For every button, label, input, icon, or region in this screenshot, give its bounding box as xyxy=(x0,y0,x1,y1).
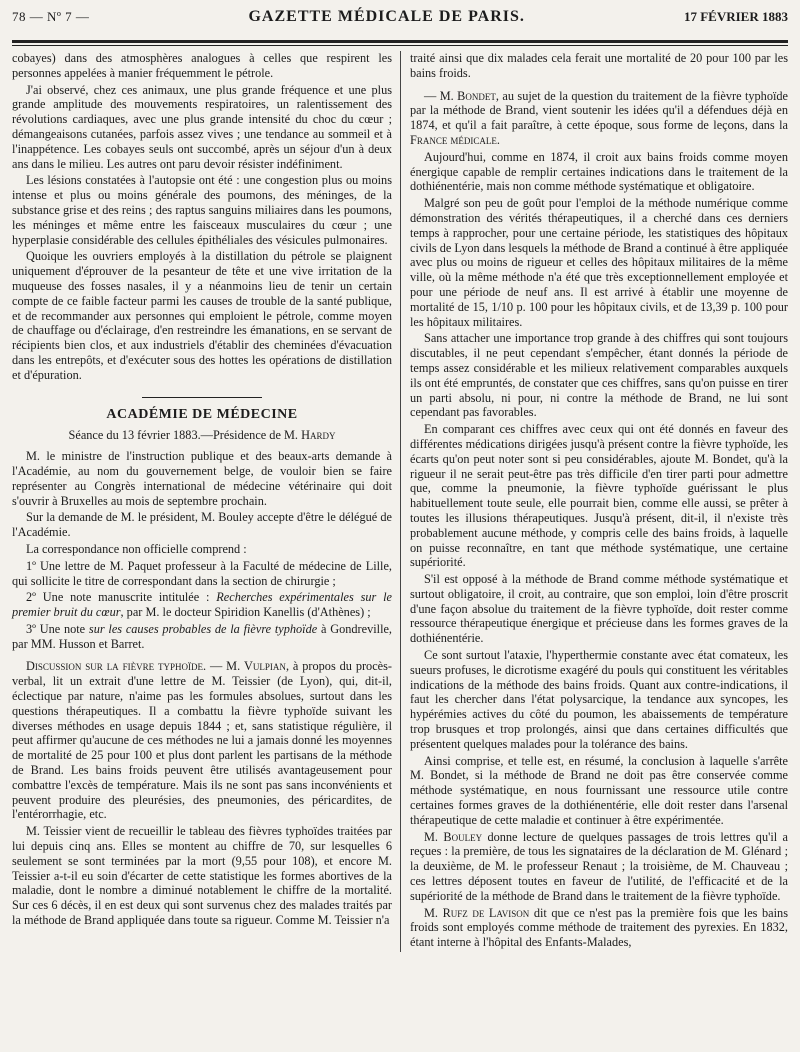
article-columns xyxy=(12,51,788,952)
section-title: ACADÉMIE DE MÉDECINE xyxy=(106,406,298,422)
text-span: , au sujet de la question du traitement de la fièvre typhoïde par la méthode de Brand, vient soutenir les idées qu'il a défendues déjà en 1874, et qu'il a fait paraître, à cette époque, sous forme de leçons, dans la xyxy=(410,88,788,133)
header-rule-thin xyxy=(12,45,788,46)
right-column xyxy=(400,51,788,952)
page-number: 78 — Nº 7 — xyxy=(12,9,90,24)
page-header xyxy=(12,8,788,32)
paragraph xyxy=(410,830,788,904)
paragraph: Les lésions constatées à l'autopsie ont été : une congestion plus ou moins intense et plus ou moins générale des poumons, des méninges, de la substance grise et des reins ; des raptus sanguins miliaires dans les poumons, les méninges et même entre les faisceaux musculaires du cœur ; une hyperplasie considérable des cellules épithéliales des vésicules pulmonaires. xyxy=(12,173,392,247)
paragraph: Quoique les ouvriers employés à la distillation du pétrole se plaignent uniquement d'éprouver de la pesanteur de tête et une vive irritation de la muqueuse des fosses nasales, il y a néanmoins lieu de tenir un certain compte de ce faible facteur parmi les causes de trouble de la santé publique, et de recommander aux personnes qui emploient le pétrole, comme moyen de chauffage ou d'éclairage, d'en restreindre les émanations, en se servant de récipients bien clos, et aux industriels d'établir des cheminées d'évacuation dans les entrepôts, et d'exécuter sous des hottes les opérations de distillation et d'épuration. xyxy=(12,249,392,382)
paragraph xyxy=(12,590,392,620)
paragraph: M. Teissier vient de recueillir le tableau des fièvres typhoïdes traitées par lui depuis cinq ans. Elles se montent au chiffre de 70, sur lesquelles 6 seulement se sont terminées par la mort (9,55 pour 108), et encore M. Teissier a-t-il eu soin d'écarter de cette statistique les formes abortives de la maladie, dont le nombre a diminué notablement le chiffre de la mortalité. Sur ces 6 décès, il en est deux qui sont survenus chez des malades traités par la méthode de Brand appliquée dans toute sa rigueur. Comme M. Teissier n'a xyxy=(12,824,392,928)
paragraph xyxy=(410,906,788,950)
text-span: 3º Une note xyxy=(26,621,89,636)
text-span: M. xyxy=(424,905,443,920)
paragraph: cobayes) dans des atmosphères analogues à celles que respirent les personnes appelées à manier fréquemment le pétrole. xyxy=(12,51,392,80)
paragraph: Malgré son peu de goût pour l'emploi de la méthode numérique comme démonstration des vérités thérapeutiques, il a cherché dans ces derniers temps à rapprocher, pour une certaine période, les statistiques des hôpitaux civils de Lyon dans lesquels la méthode de Brand a continué à être appliquée avec plus ou moins de rigueur et celles des hôpitaux militaires de la même ville, où la même méthode n'a été que très exceptionnellement employée et pour une période de neuf ans. Il est arrivé à établir une moyenne de mortalité de 15, 1/10 p. 100 pour les hôpitaux civils, et de 13,39 p. 100 pour les hôpitaux militaires. xyxy=(410,196,789,329)
paragraph: 1º Une lettre de M. Paquet professeur à la Faculté de médecine de Lille, qui sollicite le titre de correspondant dans la section de chirurgie ; xyxy=(12,558,392,588)
journal-title: GAZETTE MÉDICALE DE PARIS. xyxy=(248,8,525,25)
paragraph xyxy=(12,622,392,652)
paragraph: Ce sont surtout l'ataxie, l'hyperthermie constante avec état comateux, les sueurs profuses, le dicrotisme exagéré du pouls qui constituent les véritables indications de la méthode des bains froids. Quant aux contre-indications, il faut les chercher dans l'état polysarcique, la tendance aux syncopes, les hypérémies actives du côté du poumon, les abaissements de température trop brusques et trop prolongés, ainsi que dans certaines difficultés que présentent quelques malades pour la tolérance des bains. xyxy=(410,648,788,751)
text-span: à Gondreville, par MM. Husson et Barret. xyxy=(12,621,393,651)
left-column xyxy=(12,51,400,952)
discussion-heading: Discussion sur la fièvre typhoïde. xyxy=(26,659,207,674)
text-span: , par M. le docteur Spiridion Kanellis (d'Athènes) ; xyxy=(120,605,371,620)
paragraph: S'il est opposé à la méthode de Brand comme méthode systématique et surtout obligatoire, il croit, au contraire, que son emploi, loin d'être proscrit d'une façon absolue du traitement de la fièvre typhoïde, doit rester comme ressource thérapeutique énergique et précieuse dans les formes graves de la dothiénentérie. xyxy=(410,572,788,646)
note-title: sur les causes probables de la fièvre typhoïde xyxy=(88,621,318,636)
text-span: — M. xyxy=(424,88,458,103)
text-span: donne lecture de quelques passages de trois lettres qu'il a reçues : la première, de tous les signataires de la déclaration de M. Glénard ; la deuxième, de M. le professeur Renaut ; la troisième, de M. Chauveau ; ces lettres déposent toutes en faveur de l'utilité, de l'efficacité et de la supériorité de la méthode de Brand dans le traitement de la fièvre typhoïde. xyxy=(410,829,788,903)
paragraph: Ainsi comprise, et telle est, en résumé, la conclusion à laquelle s'arrête M. Bondet, si la méthode de Brand ne doit pas être conservée comme méthode systématique, en nous fournissant une ressource utile contre certaines formes graves de la dothiénentérie, elle doit rester dans l'arsenal thérapeutique de cette maladie et continuer à être expérimentée. xyxy=(410,753,788,827)
paragraph: M. le ministre de l'instruction publique et des beaux-arts demande à l'Académie, au nom du gouvernement belge, de vouloir bien se faire représenter au Congrès international de médecine vétérinaire qui doit s'ouvrir à Bruxelles au mois de septembre prochain. xyxy=(12,449,392,508)
seance-date: Séance du 13 février 1883.—Présidence de M. xyxy=(68,428,302,443)
paragraph: Aujourd'hui, comme en 1874, il croit aux bains froids comme moyen énergique capable de remplir certaines indications dans le traitement de la dothiénentérie, mais non comme méthode systématique et obligatoire. xyxy=(410,149,788,194)
text-span: 2º Une note manuscrite intitulée : xyxy=(26,590,217,605)
issue-date: 17 FÉVRIER 1883 xyxy=(683,9,788,24)
text-span: . xyxy=(496,132,500,147)
speaker-name: Bouley xyxy=(443,829,483,844)
text-span: , à propos du procès-verbal, lit un extrait d'une lettre de M. Teissier (de Lyon), qui, dit-il, éclectique par nature, n'aime pas les formules absolues, surtout dans les questions thérapeutiques. Il a combattu la fièvre typhoïde suivant les diverses méthodes en usage depuis 1844 ; et, sans statistique régulière, il peut affirmer qu'aucune de ces méthodes ne lui a jamais donné les moyennes de mortalité de 25 pour 100 et plus dont parlent les partisans de la méthode de Brand. Les bains froids peuvent être utilisés avantageusement pour combattre l'excès de température. Mais ils ne sont pas sans inconvénients et peuvent produire des pleurésies, des pneumonies, des péricardites, de l'entérorrhagie, etc. xyxy=(12,659,393,822)
speaker-name: Bondet xyxy=(457,88,496,103)
paragraph: La correspondance non officielle comprend : xyxy=(26,541,247,556)
paragraph: traité ainsi que dix malades cela ferait une mortalité de 20 pour 100 par les bains froids. xyxy=(410,51,788,80)
speaker-name: Rufz de Lavison xyxy=(442,905,530,920)
text-span: — M. xyxy=(206,659,245,674)
paragraph: En comparant ces chiffres avec ceux qui ont été donnés en faveur des différentes médications dirigées jusqu'à présent contre la fièvre typhoïde, les écarts qu'on peut noter sont si peu considérables, ajoute M. Bondet, qu'à la rigueur il ne serait peut-être pas très difficile d'en tirer parti pour admettre que, comme la pneumonie, la fièvre typhoïde guérissant le plus habituellement toute seule, elle pourrait bien, comme elle aussi, se prêter à toutes les illusions thérapeutiques. Jusqu'à présent, dit-il, il n'existe très probablement aucune méthode, y compris celle des bains froids, à laquelle on puisse reconnaître, en tant que méthode systématique, une certaine supériorité. xyxy=(410,422,788,570)
paragraph xyxy=(12,659,392,822)
speaker-name: Vulpian xyxy=(244,659,286,674)
seance-line xyxy=(12,428,392,443)
header-rule xyxy=(12,40,788,43)
note-title: Recherches expérimentales sur le premier bruit du cœur xyxy=(12,590,392,620)
president-name: Hardy xyxy=(301,428,336,443)
paragraph: Sans attacher une importance trop grande à des chiffres qui sont toujours discutables, il ne peut cependant s'empêcher, étant donnés la période de temps assez considérable et les milieux relativement comparables auxquels ils ont été empruntés, de constater que ces chiffres, sans qu'on puisse en tirer un parti absolu, ni pour, ni contre la méthode de Brand, ne lui sont cependant pas favorables. xyxy=(410,331,788,420)
paragraph xyxy=(410,89,788,148)
paragraph: J'ai observé, chez ces animaux, une plus grande fréquence et une plus grande amplitude des mouvements respiratoires, un ralentissement des révolutions cardiaques, avec une plus grande intensité du choc du cœur ; démangeaisons cutanées, parfois assez vives ; une tendance au sommeil et à l'inappétence. Les cobayes seuls ont succombé, après un séjour d'un à deux ans dans le milieu. Les autres ont paru devoir résister indéfiniment. xyxy=(12,82,392,171)
text-span: dit que ce n'est pas la première fois que les bains froids sont employés comme méthode de traitement des pyrexies. En 1832, étant interne à l'hôpital des Enfants-Malades, xyxy=(410,905,788,950)
paragraph: Sur la demande de M. le président, M. Bouley accepte d'être le délégué de l'Académie. xyxy=(12,510,392,540)
text-span: M. xyxy=(424,829,444,844)
journal-reference: France médicale xyxy=(410,132,497,147)
section-divider xyxy=(142,397,262,398)
